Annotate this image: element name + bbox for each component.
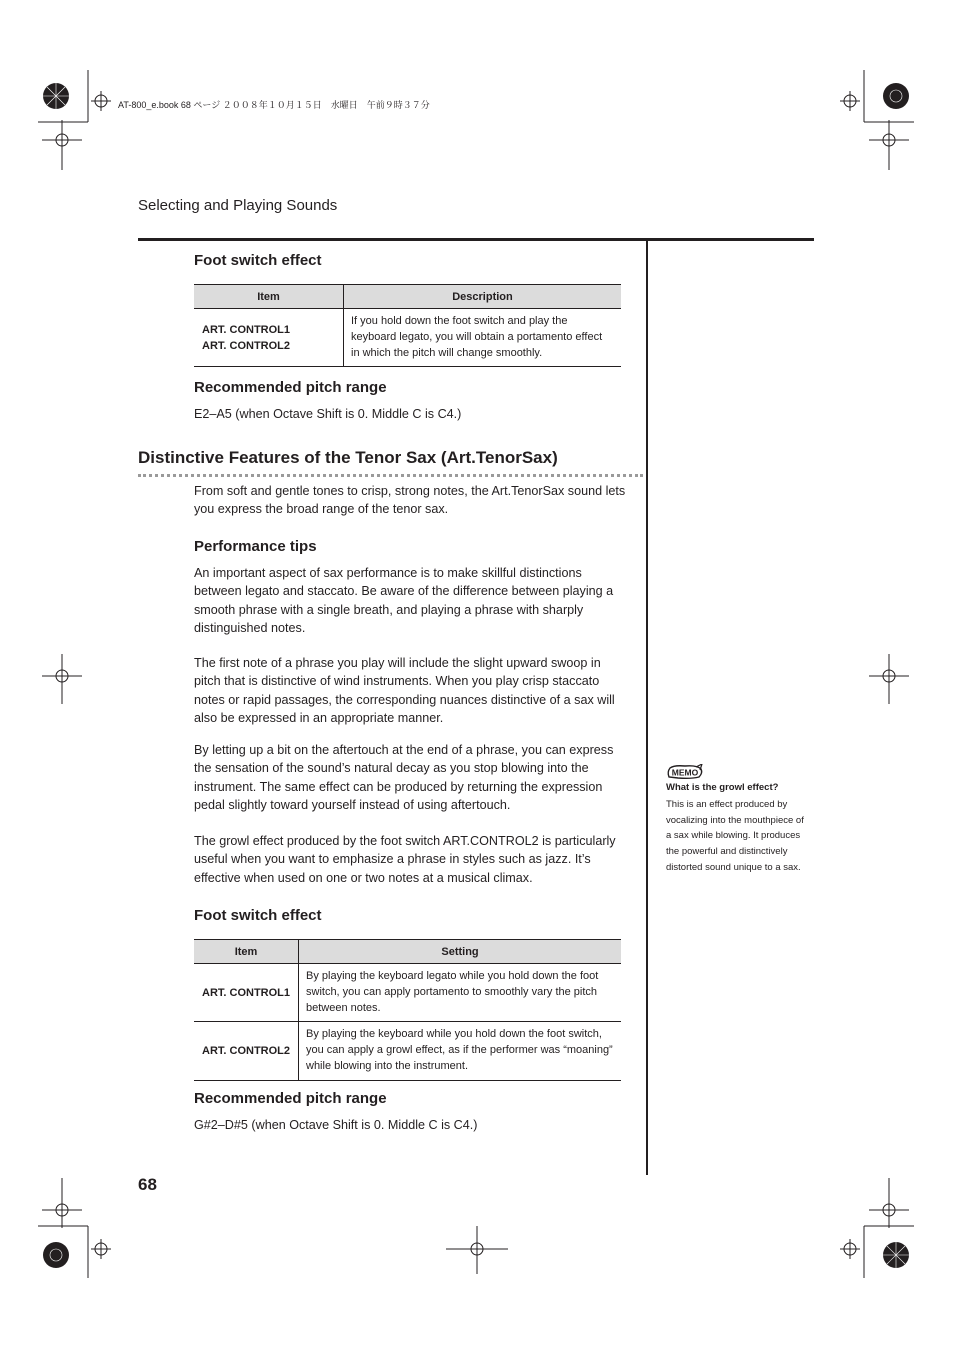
table-row [194,964,621,1022]
column-header-item: Item [194,285,344,309]
foot-switch-table-2 [194,939,621,1081]
memo-text: This is an effect produced by vocalizing into the mouthpiece of a sax while blowing. It produces the powerful and distinctively distorted sound unique to a sax. [666,799,804,873]
tips-paragraph-2: The first note of a phrase you play will include the slight upward swoop in pitch that is distinctive of wind instruments. When you play crisp staccato notes or rapid passages, the corresponding nuances distinctive of a sax will also be expressed in an appropriate manner. [194,656,615,725]
registration-mark-top-left [38,70,134,170]
column-header-item: Item [194,940,299,964]
tips-paragraph-4: The growl effect produced by the foot switch ART.CONTROL2 is particularly useful when you want to emphasize a phrase in styles such as jazz. It’s effective when used on one or two notes at a musical climax. [194,834,616,885]
memo-icon [666,764,704,780]
pitch-range-heading-2: Recommended pitch range [194,1090,387,1107]
page-number: 68 [138,1175,157,1194]
table-cell-setting: By playing the keyboard while you hold down the foot switch, you can apply a growl effect, as if the performer was “moaning” while blowing into the instrument. [299,1022,622,1080]
section-title: Distinctive Features of the Tenor Sax (Art.TenorSax) [138,448,558,467]
pitch-range-heading-1: Recommended pitch range [194,379,387,396]
foot-switch-heading-1: Foot switch effect [194,252,322,269]
memo-icon-label: MEMO [671,767,699,778]
section-dotted-rule [138,474,643,477]
table-cell-description: If you hold down the foot switch and play the keyboard legato, you will obtain a portamento effect in which the pitch will change smoothly. [344,309,622,367]
table-cell-item: ART. CONTROL1 [194,964,299,1022]
running-head: Selecting and Playing Sounds [138,197,338,214]
item-art-control2: ART. CONTROL2 [202,339,290,352]
pitch-range-text-2: G#2–D#5 (when Octave Shift is 0. Middle C is C4.) [194,1118,478,1132]
print-header: AT-800_e.book 68 ページ ２００８年１０月１５日 水曜日 午前９時３７分 [118,100,430,110]
column-divider [646,241,648,1175]
registration-mark-middle-right [866,650,916,706]
pitch-range-text-1: E2–A5 (when Octave Shift is 0. Middle C is C4.) [194,407,462,421]
registration-mark-top-right [818,70,914,170]
item-art-control1: ART. CONTROL1 [202,323,290,336]
table-header-row [194,940,621,964]
table-header-row [194,285,621,309]
table-row [194,309,621,367]
registration-mark-bottom-center [446,1226,508,1276]
foot-switch-table-1 [194,284,621,367]
tips-paragraph-3: By letting up a bit on the aftertouch at the end of a phrase, you can express the sensation of the sound’s natural decay as you stop blowing into the instrument. The same effect can be produced by returning the expression pedal slightly toward yourself instead of using aftertouch. [194,743,614,812]
registration-mark-middle-left [38,650,88,706]
table-row [194,1022,621,1080]
memo-title: What is the growl effect? [666,782,779,793]
table-cell-item [194,309,344,367]
header-rule [138,238,814,241]
registration-mark-bottom-right [818,1178,914,1278]
column-header-setting: Setting [299,940,622,964]
table-cell-setting: By playing the keyboard legato while you hold down the foot switch, you can apply portamento to smoothly vary the pitch between notes. [299,964,622,1022]
registration-mark-bottom-left [38,1178,134,1278]
performance-tips-heading: Performance tips [194,538,317,555]
foot-switch-heading-2: Foot switch effect [194,907,322,924]
table-cell-item: ART. CONTROL2 [194,1022,299,1080]
tips-paragraph-1: An important aspect of sax performance is to make skillful distinctions between legato and staccato. Be aware of the difference between playing a smooth phrase with a single breath, and playing a phrase with sharply distinguished notes. [194,566,614,635]
column-header-description: Description [344,285,622,309]
intro-paragraph: From soft and gentle tones to crisp, strong notes, the Art.TenorSax sound lets you express the broad range of the tenor sax. [194,484,626,517]
